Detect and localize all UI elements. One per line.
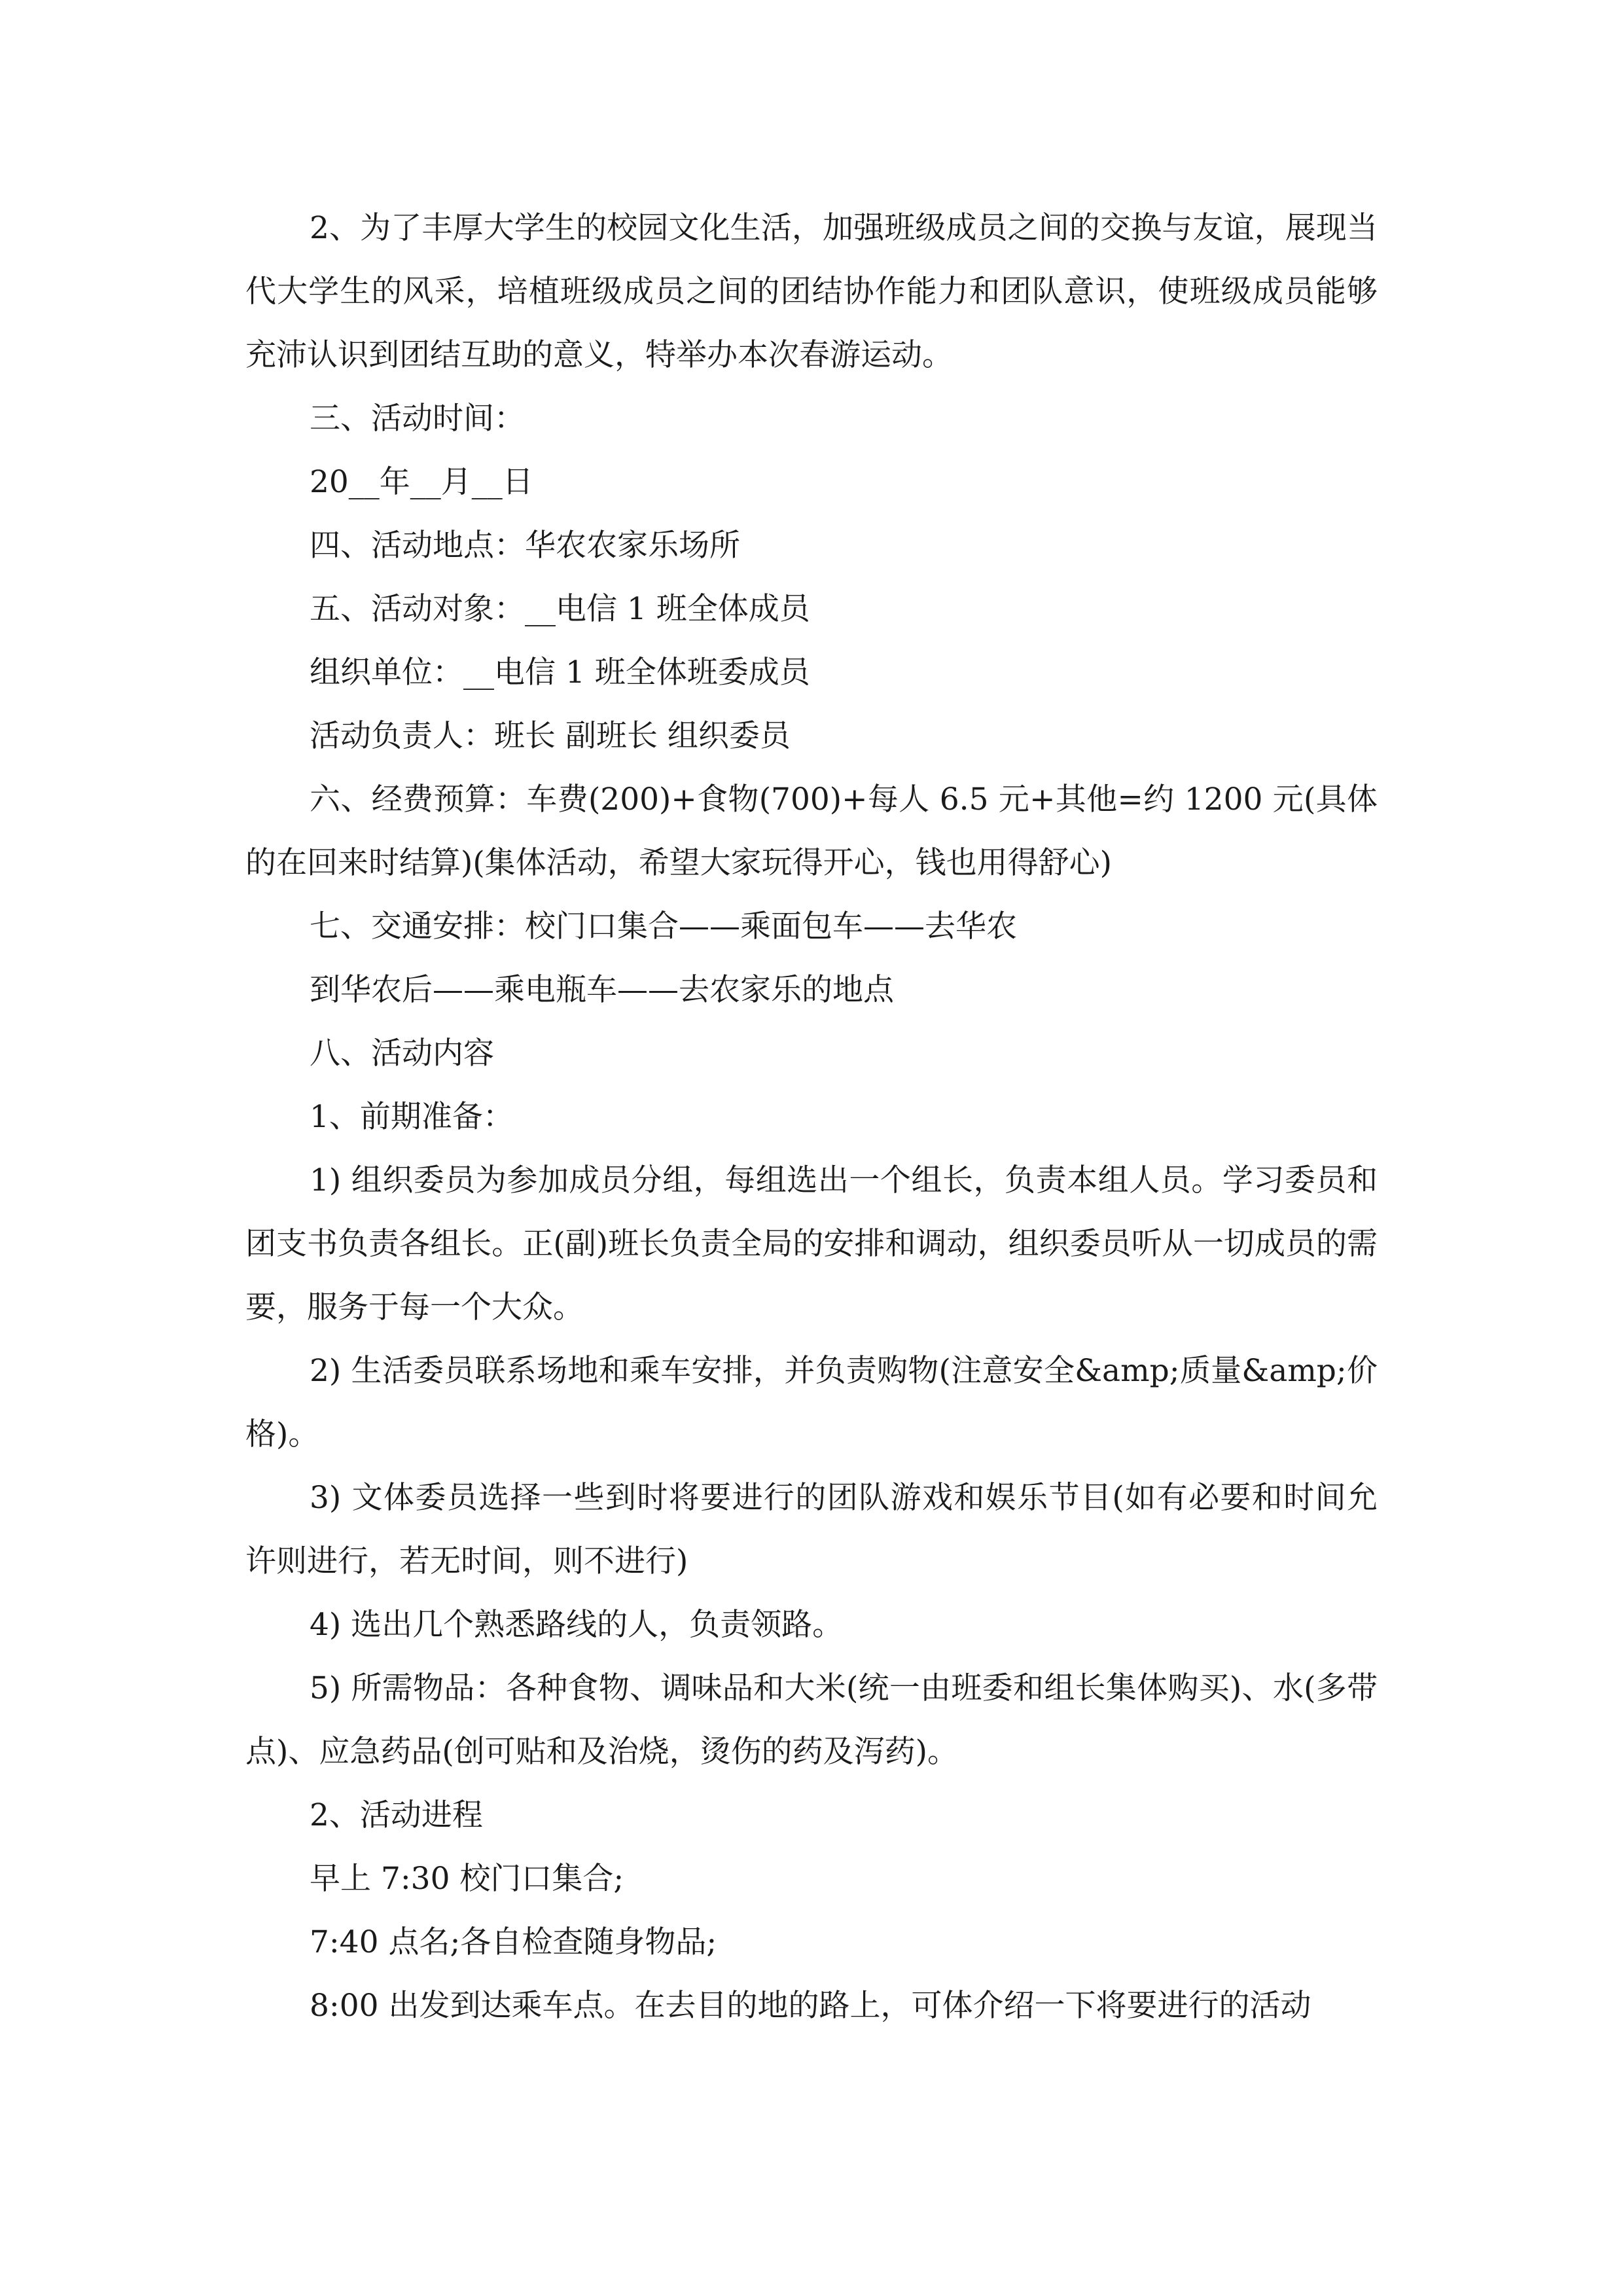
prep-item-3: 3) 文体委员选择一些到时将要进行的团队游戏和娱乐节目(如有必要和时间允许则进行，若无时间，则不进行) xyxy=(245,1480,1378,1579)
paragraph-purpose: 2、为了丰厚大学生的校园文化生活，加强班级成员之间的交换与友谊，展现当代大学生的风采，培植班级成员之间的团结协作能力和团队意识，使班级成员能够充沛认识到团结互助的意义，特举办本次春游运动。 xyxy=(245,210,1378,373)
document-body xyxy=(245,196,1378,2037)
schedule-0740: 7:40 点名;各自检查随身物品; xyxy=(310,1924,717,1960)
schedule-0730: 早上 7:30 校门口集合; xyxy=(310,1861,624,1897)
activity-participants: 五、活动对象：__电信 1 班全体成员 xyxy=(310,591,810,627)
heading-activity-process: 2、活动进程 xyxy=(310,1797,483,1833)
heading-activity-content: 八、活动内容 xyxy=(310,1035,494,1071)
budget: 六、经费预算：车费(200)+食物(700)+每人 6.5 元+其他=约 1200 元(具体的在回来时结算)(集体活动，希望大家玩得开心，钱也用得舒心) xyxy=(245,781,1378,881)
schedule-0800: 8:00 出发到达乘车点。在去目的地的路上，可体介绍一下将要进行的活动 xyxy=(310,1988,1311,2024)
organizer: 组织单位：__电信 1 班全体班委成员 xyxy=(310,655,810,691)
activity-location: 四、活动地点：华农农家乐场所 xyxy=(310,528,740,564)
prep-item-5: 5) 所需物品：各种食物、调味品和大米(统一由班委和组长集体购买)、水(多带点)、应急药品(创可贴和及治烧，烫伤的药及泻药)。 xyxy=(245,1670,1378,1770)
heading-activity-time: 三、活动时间： xyxy=(310,401,525,437)
transport-plan-continued: 到华农后——乘电瓶车——去农家乐的地点 xyxy=(310,972,894,1008)
transport-plan: 七、交通安排：校门口集合——乘面包车——去华农 xyxy=(310,908,1017,944)
heading-preparation: 1、前期准备： xyxy=(310,1099,514,1135)
responsible-persons: 活动负责人：班长 副班长 组织委员 xyxy=(310,718,791,754)
prep-item-2: 2) 生活委员联系场地和乘车安排，并负责购物(注意安全&amp;质量&amp;价格)。 xyxy=(245,1353,1378,1452)
prep-item-4: 4) 选出几个熟悉路线的人，负责领路。 xyxy=(310,1607,844,1643)
activity-date: 20__年__月__日 xyxy=(310,464,533,500)
prep-item-1: 1) 组织委员为参加成员分组，每组选出一个组长，负责本组人员。学习委员和团支书负责各组长。正(副)班长负责全局的安排和调动，组织委员听从一切成员的需要，服务于每一个大众。 xyxy=(245,1162,1378,1325)
